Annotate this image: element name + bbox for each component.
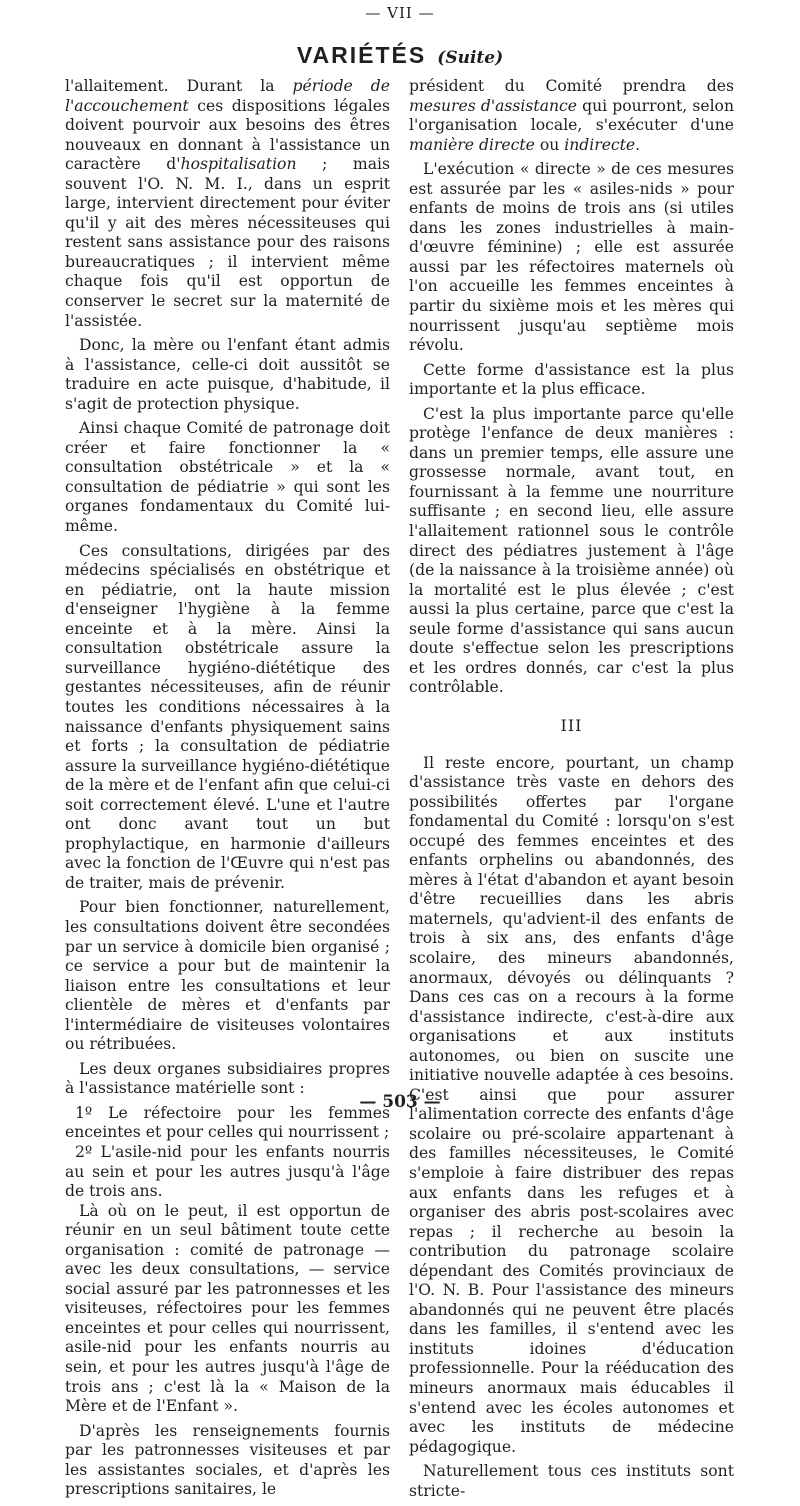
- page-roman-numeral: — VII —: [365, 4, 435, 22]
- italic-text: mesures d'assistance: [409, 96, 577, 115]
- text-run: Les deux organes subsidiaires propres à l'assistance matérielle sont :: [65, 1059, 390, 1098]
- text-run: L'exécution « directe » de ces mesures est assurée par les « asiles-nids » pour enfants de moins de trois ans (si utiles dans les zones industrielles à main-d'œuvre féminine) ; elle est assurée aussi par les réfectoires maternels où l'on accueille les femmes enceintes à partir du sixième mois et les mères qui nourrissent jusqu'au septième mois révolu.: [409, 160, 734, 355]
- paragraph: [409, 1462, 734, 1501]
- paragraph: [409, 405, 734, 698]
- text-run: ou: [534, 135, 565, 154]
- left-column: [65, 77, 390, 1505]
- text-run: Ainsi chaque Comité de patronage doit créer et faire fonctionner la « consultation obstétricale » et la « consultation de pédiatrie » qui sont les organes fondamentaux du Comité lui-même.: [65, 419, 390, 536]
- text-run: Donc, la mère ou l'enfant étant admis à l'assistance, celle-ci doit aussitôt se traduire en acte puisque, d'habitude, il s'agit de protection physique.: [65, 336, 390, 413]
- italic-text: hospitalisation: [180, 155, 297, 174]
- page-number: — 503 —: [359, 1092, 441, 1112]
- section-heading: [409, 716, 734, 736]
- text-run: .: [635, 135, 641, 154]
- italic-text: indirecte: [564, 135, 636, 154]
- right-column: [409, 77, 734, 1506]
- text-run: Naturellement tous ces instituts sont stricte-: [409, 1462, 734, 1500]
- text-run: III: [560, 715, 583, 735]
- text-run: Il reste encore, pourtant, un champ d'assistance très vaste en dehors des possibilités offertes par l'organe fondamental du Comité : lorsqu'on s'est occupé des femmes enceintes et des enfants orphelins ou abandonnés, des mères à l'état d'abandon et ayant besoin d'être recueillies dans les abris maternels, qu'advient-il des enfants de trois à six ans, des enfants d'âge scolaire, des mineurs abandonnés, anormaux, dévoyés ou délinquants ? Dans ces cas on a recours à la forme d'assistance indirecte, c'est-à-dire aux organisations et aux instituts autonomes, ou bien on suscite une initiative nouvelle adaptée à ces besoins. C'est ainsi que pour assurer l'alimentation correcte des enfants d'âge scolaire ou pré-scolaire appartenant à des familles nécessiteuses, le Comité s'emploie à faire distribuer des repas aux enfants dans les refuges et à organiser des abris post-scolaires avec repas ; il recherche au besoin la contribution du patronage scolaire dépendant des Comités provinciaux de l'O. N. B. Pour l'assistance des mineurs abandonnés qui ne peuvent être placés dans les familles, il s'entend avec les instituts idoines d'éducation professionnelle. Pour la rééducation des mineurs anormaux mais éducables il s'entend avec les écoles autonomes et avec les instituts de médecine pédagogique.: [409, 753, 734, 1456]
- text-run: 2º L'asile-nid pour les enfants nourris au sein et pour les autres jusqu'à l'âge de trois ans.: [65, 1142, 390, 1201]
- text-run: Pour bien fonctionner, naturellement, les consultations doivent être secondées par un service à domicile bien organisé ; ce service a pour but de maintenir la liaison entre les consultations et leur clientèle de mères et d'enfants par l'intermédiaire de visiteuses volontaires ou rétribuées.: [65, 898, 390, 1054]
- title-main: VARIÉTÉS: [296, 42, 427, 68]
- paragraph: [65, 419, 390, 536]
- paragraph: [65, 542, 390, 894]
- section-title: [0, 42, 800, 69]
- text-run: ces dispositions légales doivent pourvoir aux besoins des êtres nouveaux en donnant à l'assistance un caractère d': [65, 96, 390, 174]
- paragraph: [409, 160, 734, 355]
- text-run: ; mais souvent l'O. N. M. I., dans un esprit large, intervient directement pour éviter qu'il y ait des mères nécessiteuses qui restent sans assistance pour des raisons bureaucratiques ; il intervient même chaque fois qu'il est opportun de conserver le secret sur la maternité de l'assistée.: [65, 155, 391, 330]
- text-run: C'est la plus importante parce qu'elle protège l'enfance de deux manières : dans un premier temps, elle assure une grossesse normale, avant tout, en fournissant à la femme une nourriture suffisante ; en second lieu, elle assure l'allaitement rationnel sous le contrôle direct des pédiatres justement à l'âge (de la naissance à la troisième année) où la mortalité est le plus élevée ; c'est aussi la plus certaine, parce que c'est la seule forme d'assistance qui sans aucun doute s'effectue selon les prescriptions et les ordres donnés, car c'est la plus contrôlable.: [409, 404, 734, 697]
- paragraph: [65, 336, 390, 414]
- text-run: Ces consultations, dirigées par des médecins spécialisés en obstétrique et en pédiatrie, ont la haute mission d'enseigner l'hygiène à la femme enceinte et à la mère. Ainsi la consultation obstétricale assure la surveillance hygiéno-diététique des gestantes nécessiteuses, afin de réunir toutes les conditions nécessaires à la naissance d'enfants physiquement sains et forts ; la consultation de pédiatrie assure la surveillance hygiéno-diététique de la mère et de l'enfant afin que celui-ci soit correctement élevé. L'une et l'autre ont donc avant tout un but prophylactique, en harmonie d'ailleurs avec la fonction de l'Œuvre qui n'est pas de traiter, mais de prévenir.: [65, 541, 390, 892]
- italic-text: période de l'accouchement: [65, 77, 390, 115]
- paragraph: [65, 1202, 390, 1417]
- paragraph: [65, 77, 390, 331]
- paragraph: [65, 1143, 390, 1202]
- text-run: l'allaitement. Durant la: [65, 77, 293, 95]
- text-run: qui pourront, selon l'organisation locale, s'exécuter d'une: [409, 96, 734, 135]
- title-sub: (Suite): [437, 48, 504, 68]
- text-run: président du Comité prendra des: [409, 77, 734, 95]
- text-run: Là où on le peut, il est opportun de réunir en un seul bâtiment toute cette organisation : comité de patronage — avec les deux consultations, — service social assuré par les patronnesses et les visiteuses, réfectoires pour les femmes enceintes et pour celles qui nourrissent, asile-nid pour les enfants nourris au sein, et pour les autres jusqu'à l'âge de trois ans ; c'est là la « Maison de la Mère et de l'Enfant ».: [65, 1201, 390, 1416]
- paragraph: [65, 898, 390, 1054]
- paragraph: [409, 77, 734, 155]
- text-run: Cette forme d'assistance est la plus importante et la plus efficace.: [409, 360, 734, 399]
- paragraph: [65, 1422, 390, 1500]
- paragraph: [409, 361, 734, 400]
- italic-text: manière directe: [409, 135, 535, 154]
- text-run: D'après les renseignements fournis par les patronnesses visiteuses et par les assistantes sociales, et d'après les prescriptions sanitaires, le: [65, 1421, 390, 1499]
- text-run: 1º Le réfectoire pour les femmes enceintes et pour celles qui nourrissent ;: [65, 1103, 390, 1142]
